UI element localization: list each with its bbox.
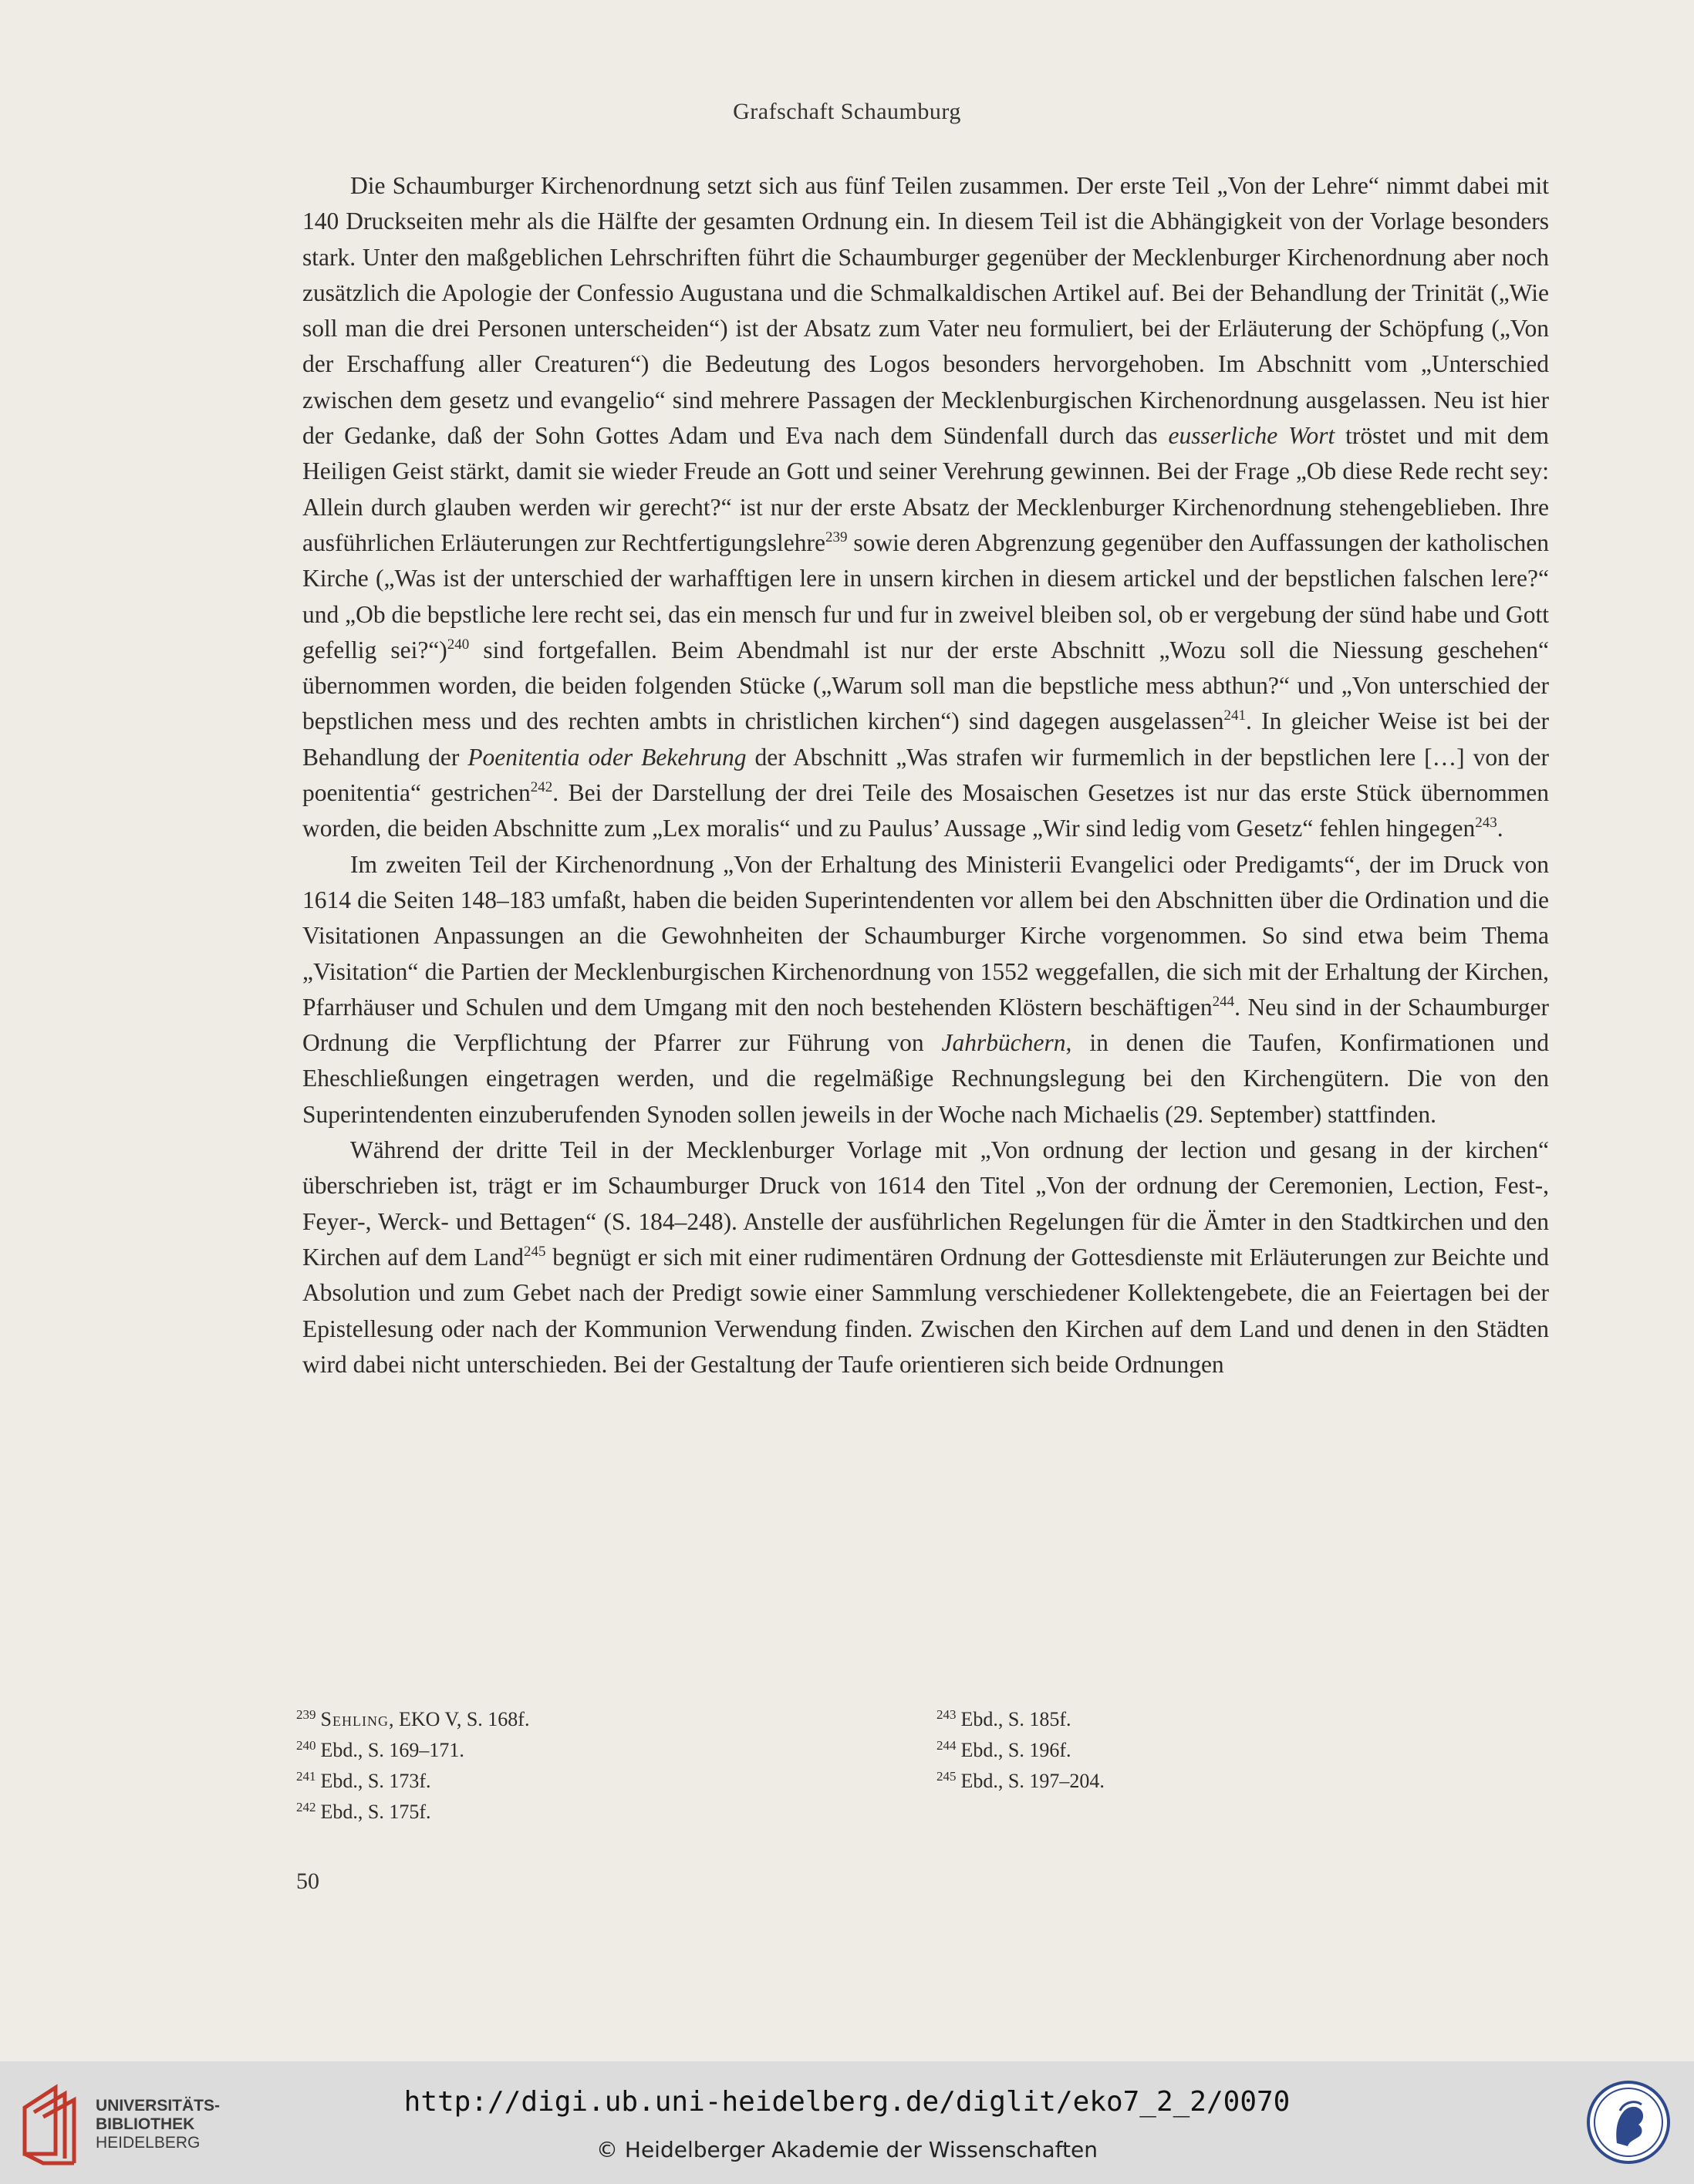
footnote-number: 245: [936, 1769, 957, 1784]
footnote-text: , EKO V, S. 168f.: [388, 1708, 530, 1730]
text-run: Die Schaumburger Kirchenordnung setzt sich aus fünf Teilen zusammen. Der erste Teil „Von der Lehre“ nimmt dabei mit 140 Druckseiten mehr als die Hälfte der gesamten Ordnung ein. In diesem Teil ist die Abhängigkeit von der Vorlage besonders stark. Unter den maßgeblichen Lehrschriften führt die Schaumburger gegenüber der Mecklenburger Kirchenordnung aber noch zusätzlich die Apologie der Confessio Augustana und die Schmalkaldischen Artikel auf. Bei der Behandlung der Trinität („Wie soll man die drei Personen unterscheiden“) ist der Absatz zum Vater neu formuliert, bei der Erläuterung der Schöpfung („Von der Erschaffung aller Creaturen“) die Bedeutung des Logos besonders hervorgehoben. Im Abschnitt vom „Unterschied zwischen dem gesetz und evangelio“ sind mehrere Passagen der Mecklenburgischen Kirchenordnung ausgelassen. Neu ist hier der Gedanke, daß der Sohn Gottes Adam und Eva nach dem Sündenfall durch das: [302, 172, 1549, 450]
footnote-text: Ebd., S. 175f.: [320, 1801, 431, 1823]
footnote: [936, 1702, 1105, 1733]
paragraph: [302, 847, 1549, 1133]
text-run: begnügt er sich mit einer rudimentären Ordnung der Gottesdienste mit Erläuterungen zur Beichte und Absolution und zum Gebet nach der Predigt sowie einer Sammlung verschiedener Kollektengebete, die an Feiertagen bei der Epistellesung oder nach der Kommunion Verwendung finden. Zwischen den Kirchen auf dem Land und denen in den Städten wird dabei nicht unterschieden. Bei der Gestaltung der Taufe orientieren sich beide Ordnungen: [302, 1243, 1549, 1378]
library-name-line: HEIDELBERG: [96, 2134, 201, 2152]
permalink-url[interactable]: http://digi.ub.uni-heidelberg.de/diglit/eko7_2_2/0070: [403, 2086, 1291, 2118]
footnote-number: 240: [296, 1738, 316, 1753]
library-name-line: BIBLIOTHEK: [96, 2115, 195, 2133]
footnote: [936, 1764, 1105, 1794]
footer-bar: [0, 2061, 1694, 2184]
footnotes-left-column: [296, 1702, 529, 1825]
page-number: 50: [296, 1868, 319, 1894]
running-head: Grafschaft Schaumburg: [733, 99, 961, 124]
italic-text: eusserliche Wort: [1168, 422, 1335, 450]
footnote-ref: 241: [1223, 707, 1247, 724]
text-run: der Abschnitt „Was strafen wir furmemlich in der bepstlichen lere […] von der poenitentia“ gestrichen: [302, 743, 1549, 807]
footnote-author: Sehling: [320, 1708, 389, 1730]
footnote-number: 239: [296, 1707, 316, 1722]
footnote-ref: 239: [825, 528, 848, 545]
text-run: tröstet und mit dem Heiligen Geist stärkt, damit sie wieder Freude an Gott und seiner Verehrung gewinnen. Bei der Frage „Ob diese Rede recht sey: Allein durch glauben werden wir gerecht?“ ist nur der erste Absatz der Mecklenburger Kirchenordnung stehengeblieben. Ihre ausführlichen Erläuterungen zur Rechtfertigungslehre: [302, 422, 1549, 556]
footnote-text: Ebd., S. 173f.: [320, 1770, 431, 1792]
text-run: , in denen die Taufen, Konfirmationen und Eheschließungen eingetragen werden, und die regelmäßige Rechnungslegung bei den Kirchengütern. Die von den Superintendenten einzuberufenden Synoden sollen jeweils in der Woche nach Michaelis (29. September) stattfinden.: [302, 1029, 1549, 1128]
text-run: sind fortgefallen. Beim Abendmahl ist nur der erste Abschnitt „Wozu soll die Niessung geschehen“ übernommen worden, die beiden folgenden Stücke („Warum soll man die bepstliche mess abthun?“ und „Von unterschied der bepstlichen mess und des rechten ambts in christlichen kirchen“) sind dagegen ausgelassen: [302, 636, 1550, 735]
footnote: [936, 1733, 1105, 1764]
text-run: . In gleicher Weise ist bei der Behandlung der: [302, 707, 1549, 771]
footnote-number: 242: [296, 1800, 316, 1814]
footnote-text: Ebd., S. 197–204.: [960, 1770, 1105, 1792]
library-name-line: UNIVERSITÄTS-: [96, 2097, 221, 2115]
italic-text: Jahrbüchern: [941, 1029, 1066, 1057]
text-run: Im zweiten Teil der Kirchenordnung „Von der Erhaltung des Ministerii Evangelici oder Predigamts“, der im Druck von 1614 die Seiten 148–183 umfaßt, haben die beiden Superintendenten vor allem bei den Abschnitten über die Ordination und die Visitationen Anpassungen an die Gewohnheiten der Schaumburger Kirche vorgenommen. So sind etwa beim Thema „Visitation“ die Partien der Mecklenburgischen Kirchenordnung von 1552 weggefallen, die sich mit der Erhaltung der Kirchen, Pfarrhäuser und Schulen und dem Umgang mit den noch bestehenden Klöstern beschäftigen: [302, 850, 1549, 1021]
italic-text: Poenitentia oder Bekehrung: [467, 743, 747, 771]
academy-seal-icon: [1586, 2080, 1671, 2165]
footnote-text: Ebd., S. 169–171.: [320, 1739, 464, 1761]
paragraph: [302, 168, 1549, 847]
footnote-ref: 240: [447, 636, 470, 653]
copyright-notice: © Heidelberger Akademie der Wissenschaften: [596, 2137, 1098, 2162]
footnote: [296, 1702, 529, 1733]
footnote: [296, 1764, 529, 1794]
text-run: .: [1497, 815, 1503, 842]
footnote: [296, 1733, 529, 1764]
footnotes-right-column: [936, 1702, 1105, 1794]
paragraph: [302, 1133, 1549, 1382]
footnote-ref: 243: [1475, 815, 1497, 832]
footnote-ref: 245: [524, 1243, 546, 1260]
footnote-ref: 242: [530, 779, 553, 796]
footnote-text: Ebd., S. 185f.: [960, 1708, 1071, 1730]
text-run: . Bei der Darstellung der drei Teile des Mosaischen Gesetzes ist nur das erste Stück übernommen worden, die beiden Abschnitte zum „Lex moralis“ und zu Paulus’ Aussage „Wir sind ledig vom Gesetz“ fehlen hingegen: [302, 779, 1549, 842]
text-run: sowie deren Abgrenzung gegenüber den Auffassungen der katholischen Kirche („Was ist der unterschied der warhafftigen lere in unsern kirchen in diesem artickel und der bepstlichen falschen lere?“ und „Ob die bepstliche lere recht sei, das ein mensch fur und fur in zweivel bleiben sol, ob er vergebung der sünd habe und Gott gefellig sei?“): [302, 528, 1549, 663]
footnote-text: Ebd., S. 196f.: [960, 1739, 1071, 1761]
footnote-ref: 244: [1212, 993, 1235, 1010]
text-run: Während der dritte Teil in der Mecklenburger Vorlage mit „Von ordnung der lection und gesang in der kirchen“ überschrieben ist, trägt er im Schaumburger Druck von 1614 den Titel „Von der ordnung der Ceremonien, Lection, Fest-, Feyer-, Werck- und Bettagen“ (S. 184–248). Anstelle der ausführlichen Regelungen für die Ämter in den Stadtkirchen und den Kirchen auf dem Land: [302, 1136, 1549, 1271]
footnote-number: 241: [296, 1769, 316, 1784]
footnote: [296, 1794, 529, 1825]
body-text: [302, 168, 1549, 1382]
footnote-number: 243: [936, 1707, 957, 1722]
footnote-number: 244: [936, 1738, 957, 1753]
text-run: . Neu sind in der Schaumburger Ordnung die Verpflichtung der Pfarrer zur Führung von: [302, 993, 1550, 1057]
